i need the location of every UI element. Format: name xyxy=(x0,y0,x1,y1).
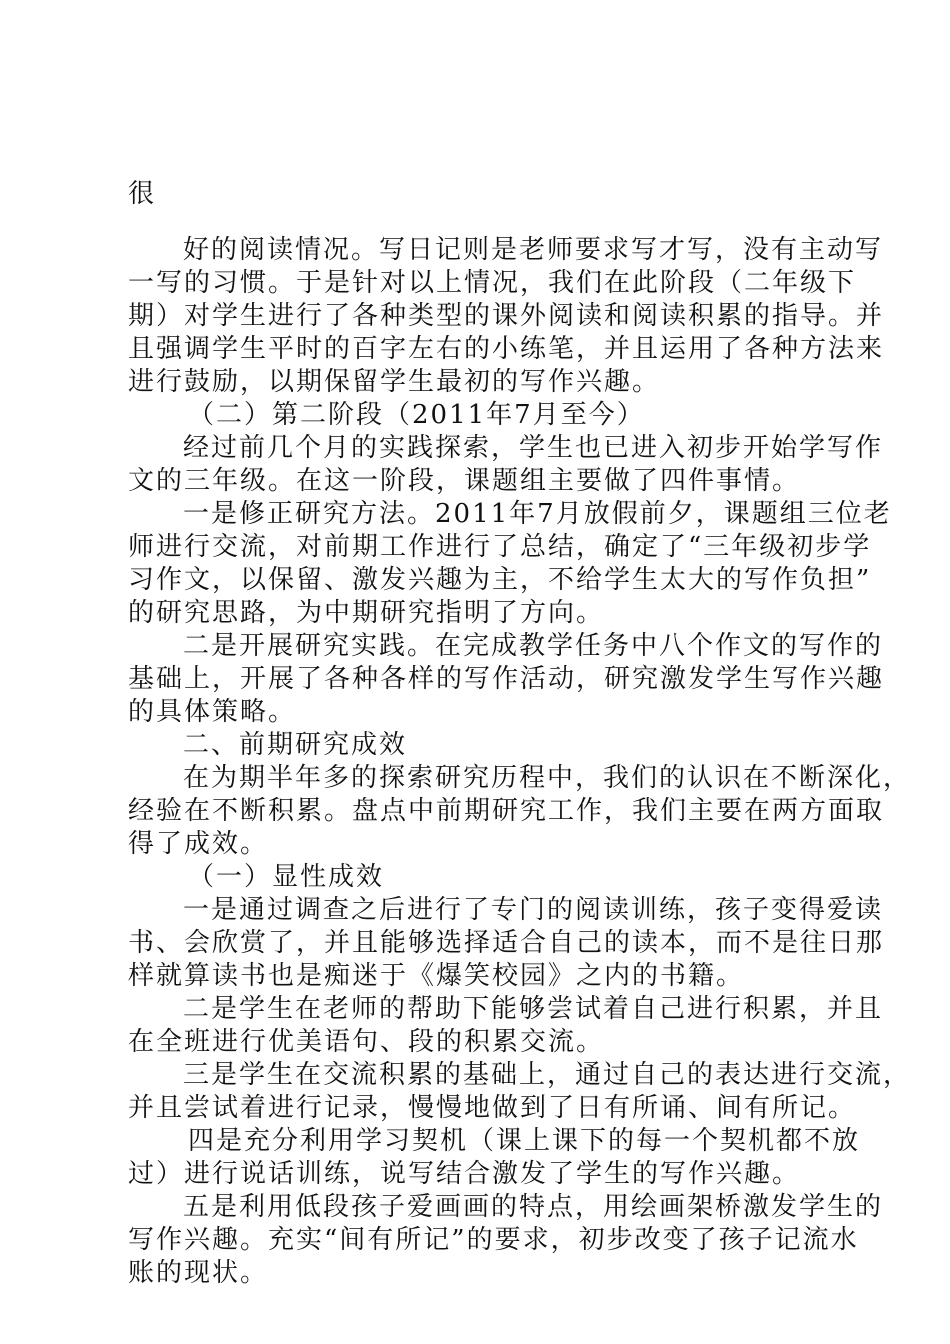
text-line: 的具体策略。 xyxy=(128,697,297,727)
text-line: 一写的习惯。于是针对以上情况，我们在此阶段（二年级下 xyxy=(128,268,857,298)
text-line: 师进行交流，对前期工作进行了总结，确定了“三年级初步学 xyxy=(128,532,872,562)
text-line: 样就算读书也是痴迷于《爆笑校园》之内的书籍。 xyxy=(128,961,745,991)
section-heading: （二）第二阶段（2011年7月至今） xyxy=(188,400,645,430)
text-line: 文的三年级。在这一阶段，课题组主要做了四件事情。 xyxy=(128,466,801,496)
paragraph-first-line: 经过前几个月的实践探索，学生也已进入初步开始学写作 xyxy=(183,433,884,463)
paragraph-first-line: 五是利用低段孩子爱画画的特点，用绘画架桥激发学生的 xyxy=(183,1192,884,1222)
text-line: 进行鼓励，以期保留学生最初的写作兴趣。 xyxy=(128,367,661,397)
section-heading: （一）显性成效 xyxy=(188,862,385,892)
paragraph-first-line: 一是修正研究方法。2011年7月放假前夕，课题组三位老 xyxy=(183,499,892,529)
text-line: 且强调学生平时的百字左右的小练笔，并且运用了各种方法来 xyxy=(128,334,885,364)
text-line: 书、会欣赏了，并且能够选择适合自己的读本，而不是往日那 xyxy=(128,928,885,958)
paragraph-first-line: 好的阅读情况。写日记则是老师要求写才写，没有主动写 xyxy=(183,235,884,265)
text-line: 账的现状。 xyxy=(128,1258,269,1288)
paragraph-first-line: 一是通过调查之后进行了专门的阅读训练，孩子变得爱读 xyxy=(183,895,884,925)
paragraph-first-line: 四是充分利用学习契机（课上课下的每一个契机都不放 xyxy=(188,1126,861,1156)
paragraph-first-line: 二是开展研究实践。在完成教学任务中八个作文的写作的 xyxy=(183,631,884,661)
paragraph-first-line: 二是学生在老师的帮助下能够尝试着自己进行积累，并且 xyxy=(183,994,884,1024)
text-line: 并且尝试着进行记录，慢慢地做到了日有所诵、间有所记。 xyxy=(128,1093,857,1123)
text-line: 的研究思路，为中期研究指明了方向。 xyxy=(128,598,605,628)
paragraph-first-line: 在为期半年多的探索研究历程中，我们的认识在不断深化， xyxy=(183,763,912,793)
text-line: 习作文，以保留、激发兴趣为主，不给学生太大的写作负担” xyxy=(128,565,872,595)
text-line: 期）对学生进行了各种类型的课外阅读和阅读积累的指导。并 xyxy=(128,301,885,331)
text-line: 过）进行说话训练，说写结合激发了学生的写作兴趣。 xyxy=(128,1159,801,1189)
paragraph-first-line: 三是学生在交流积累的基础上，通过自己的表达进行交流， xyxy=(183,1060,912,1090)
text-line: 写作兴趣。充实“间有所记”的要求，初步改变了孩子记流水 xyxy=(128,1225,859,1255)
text-line: 很 xyxy=(128,179,157,209)
text-line: 在全班进行优美语句、段的积累交流。 xyxy=(128,1027,605,1057)
section-heading: 二、前期研究成效 xyxy=(183,730,408,760)
text-line: 得了成效。 xyxy=(128,829,269,859)
text-line: 经验在不断积累。盘点中前期研究工作，我们主要在两方面取 xyxy=(128,796,885,826)
text-line: 基础上，开展了各种各样的写作活动，研究激发学生写作兴趣 xyxy=(128,664,885,694)
